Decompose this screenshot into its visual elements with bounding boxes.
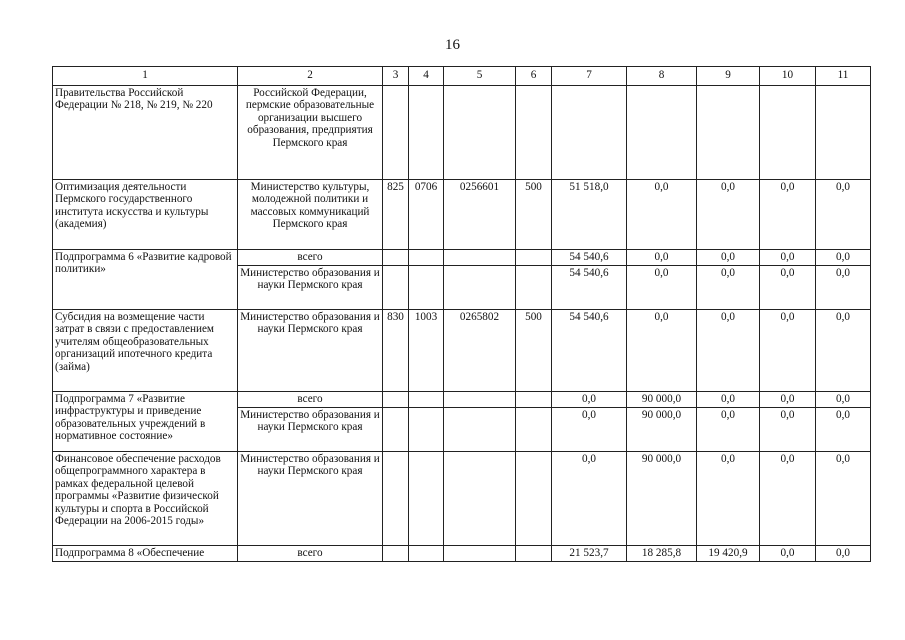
executor-cell: Министерство образования и науки Пермского края xyxy=(238,266,383,310)
amount-cell: 0,0 xyxy=(697,310,760,392)
amount-cell: 51 518,0 xyxy=(552,180,627,250)
section-code-cell xyxy=(409,392,444,408)
amount-cell: 0,0 xyxy=(697,452,760,546)
column-header: 2 xyxy=(238,67,383,86)
target-code-cell: 0256601 xyxy=(444,180,516,250)
program-name-cell: Подпрограмма 8 «Обеспечение xyxy=(53,546,238,562)
admin-code-cell xyxy=(383,250,409,266)
amount-cell: 19 420,9 xyxy=(697,546,760,562)
amount-cell: 90 000,0 xyxy=(627,392,697,408)
table-row xyxy=(53,546,871,562)
amount-cell: 0,0 xyxy=(627,180,697,250)
program-name-cell: Подпрограмма 6 «Развитие кадровой политики» xyxy=(53,250,238,310)
target-code-cell xyxy=(444,86,516,180)
admin-code-cell: 825 xyxy=(383,180,409,250)
table-row xyxy=(53,452,871,546)
section-code-cell: 1003 xyxy=(409,310,444,392)
amount-cell xyxy=(627,86,697,180)
column-header: 9 xyxy=(697,67,760,86)
executor-cell: Российской Федерации, пермские образовательные организации высшего образования, предприятия Пермского края xyxy=(238,86,383,180)
table-row xyxy=(53,392,871,408)
admin-code-cell xyxy=(383,86,409,180)
column-numbers-row xyxy=(53,67,871,86)
amount-cell xyxy=(552,86,627,180)
target-code-cell xyxy=(444,546,516,562)
amount-cell: 54 540,6 xyxy=(552,266,627,310)
program-name-cell: Оптимизация деятельности Пермского государственного института искусства и культуры (академия) xyxy=(53,180,238,250)
amount-cell: 90 000,0 xyxy=(627,452,697,546)
amount-cell: 0,0 xyxy=(816,452,871,546)
expense-type-cell: 500 xyxy=(516,180,552,250)
table-row xyxy=(53,180,871,250)
amount-cell: 0,0 xyxy=(697,180,760,250)
column-header: 1 xyxy=(53,67,238,86)
program-name-cell: Финансовое обеспечение расходов общепрограммного характера в рамках федеральной целевой программы «Развитие физической культуры и спорта в Российской Федерации на 2006-2015 годы» xyxy=(53,452,238,546)
column-header: 6 xyxy=(516,67,552,86)
amount-cell: 0,0 xyxy=(760,392,816,408)
program-name-cell: Правительства Российской Федерации № 218, № 219, № 220 xyxy=(53,86,238,180)
admin-code-cell xyxy=(383,408,409,452)
amount-cell: 0,0 xyxy=(627,250,697,266)
admin-code-cell xyxy=(383,452,409,546)
expense-type-cell xyxy=(516,392,552,408)
section-code-cell xyxy=(409,86,444,180)
amount-cell: 0,0 xyxy=(627,310,697,392)
admin-code-cell xyxy=(383,266,409,310)
amount-cell: 0,0 xyxy=(816,392,871,408)
expense-type-cell xyxy=(516,266,552,310)
amount-cell: 0,0 xyxy=(627,266,697,310)
table-row xyxy=(53,86,871,180)
program-name-cell: Субсидия на возмещение части затрат в связи с предоставлением учителям общеобразовательных организаций ипотечного кредита (займа) xyxy=(53,310,238,392)
executor-cell: всего xyxy=(238,392,383,408)
amount-cell: 0,0 xyxy=(697,250,760,266)
section-code-cell xyxy=(409,250,444,266)
amount-cell xyxy=(760,86,816,180)
expense-type-cell xyxy=(516,408,552,452)
executor-cell: Министерство образования и науки Пермского края xyxy=(238,408,383,452)
expense-type-cell xyxy=(516,250,552,266)
column-header: 10 xyxy=(760,67,816,86)
section-code-cell: 0706 xyxy=(409,180,444,250)
column-header: 4 xyxy=(409,67,444,86)
section-code-cell xyxy=(409,546,444,562)
expense-type-cell xyxy=(516,452,552,546)
target-code-cell: 0265802 xyxy=(444,310,516,392)
column-header: 3 xyxy=(383,67,409,86)
amount-cell xyxy=(697,86,760,180)
amount-cell: 0,0 xyxy=(816,310,871,392)
amount-cell: 54 540,6 xyxy=(552,250,627,266)
table-row xyxy=(53,310,871,392)
amount-cell: 0,0 xyxy=(552,392,627,408)
amount-cell: 0,0 xyxy=(816,180,871,250)
amount-cell: 0,0 xyxy=(760,250,816,266)
amount-cell: 18 285,8 xyxy=(627,546,697,562)
amount-cell xyxy=(816,86,871,180)
executor-cell: Министерство образования и науки Пермского края xyxy=(238,310,383,392)
executor-cell: всего xyxy=(238,250,383,266)
expense-type-cell xyxy=(516,546,552,562)
target-code-cell xyxy=(444,250,516,266)
column-header: 11 xyxy=(816,67,871,86)
amount-cell: 0,0 xyxy=(760,546,816,562)
target-code-cell xyxy=(444,392,516,408)
amount-cell: 0,0 xyxy=(697,266,760,310)
amount-cell: 0,0 xyxy=(697,392,760,408)
section-code-cell xyxy=(409,408,444,452)
amount-cell: 0,0 xyxy=(816,250,871,266)
admin-code-cell xyxy=(383,392,409,408)
target-code-cell xyxy=(444,408,516,452)
column-header: 5 xyxy=(444,67,516,86)
amount-cell: 21 523,7 xyxy=(552,546,627,562)
amount-cell: 0,0 xyxy=(760,408,816,452)
expense-type-cell xyxy=(516,86,552,180)
amount-cell: 0,0 xyxy=(760,180,816,250)
target-code-cell xyxy=(444,452,516,546)
table-row xyxy=(53,250,871,266)
amount-cell: 0,0 xyxy=(697,408,760,452)
page-number: 16 xyxy=(445,37,460,53)
admin-code-cell xyxy=(383,546,409,562)
expense-type-cell: 500 xyxy=(516,310,552,392)
executor-cell: Министерство культуры, молодежной политики и массовых коммуникаций Пермского края xyxy=(238,180,383,250)
amount-cell: 0,0 xyxy=(816,408,871,452)
section-code-cell xyxy=(409,266,444,310)
admin-code-cell: 830 xyxy=(383,310,409,392)
column-header: 7 xyxy=(552,67,627,86)
section-code-cell xyxy=(409,452,444,546)
amount-cell: 0,0 xyxy=(760,452,816,546)
amount-cell: 0,0 xyxy=(816,546,871,562)
amount-cell: 0,0 xyxy=(760,266,816,310)
budget-table xyxy=(52,66,871,562)
amount-cell: 0,0 xyxy=(552,452,627,546)
amount-cell: 0,0 xyxy=(760,310,816,392)
amount-cell: 90 000,0 xyxy=(627,408,697,452)
column-header: 8 xyxy=(627,67,697,86)
program-name-cell: Подпрограмма 7 «Развитие инфраструктуры и приведение образовательных учреждений в нормативное состояние» xyxy=(53,392,238,452)
amount-cell: 0,0 xyxy=(816,266,871,310)
amount-cell: 0,0 xyxy=(552,408,627,452)
executor-cell: Министерство образования и науки Пермского края xyxy=(238,452,383,546)
amount-cell: 54 540,6 xyxy=(552,310,627,392)
target-code-cell xyxy=(444,266,516,310)
executor-cell: всего xyxy=(238,546,383,562)
